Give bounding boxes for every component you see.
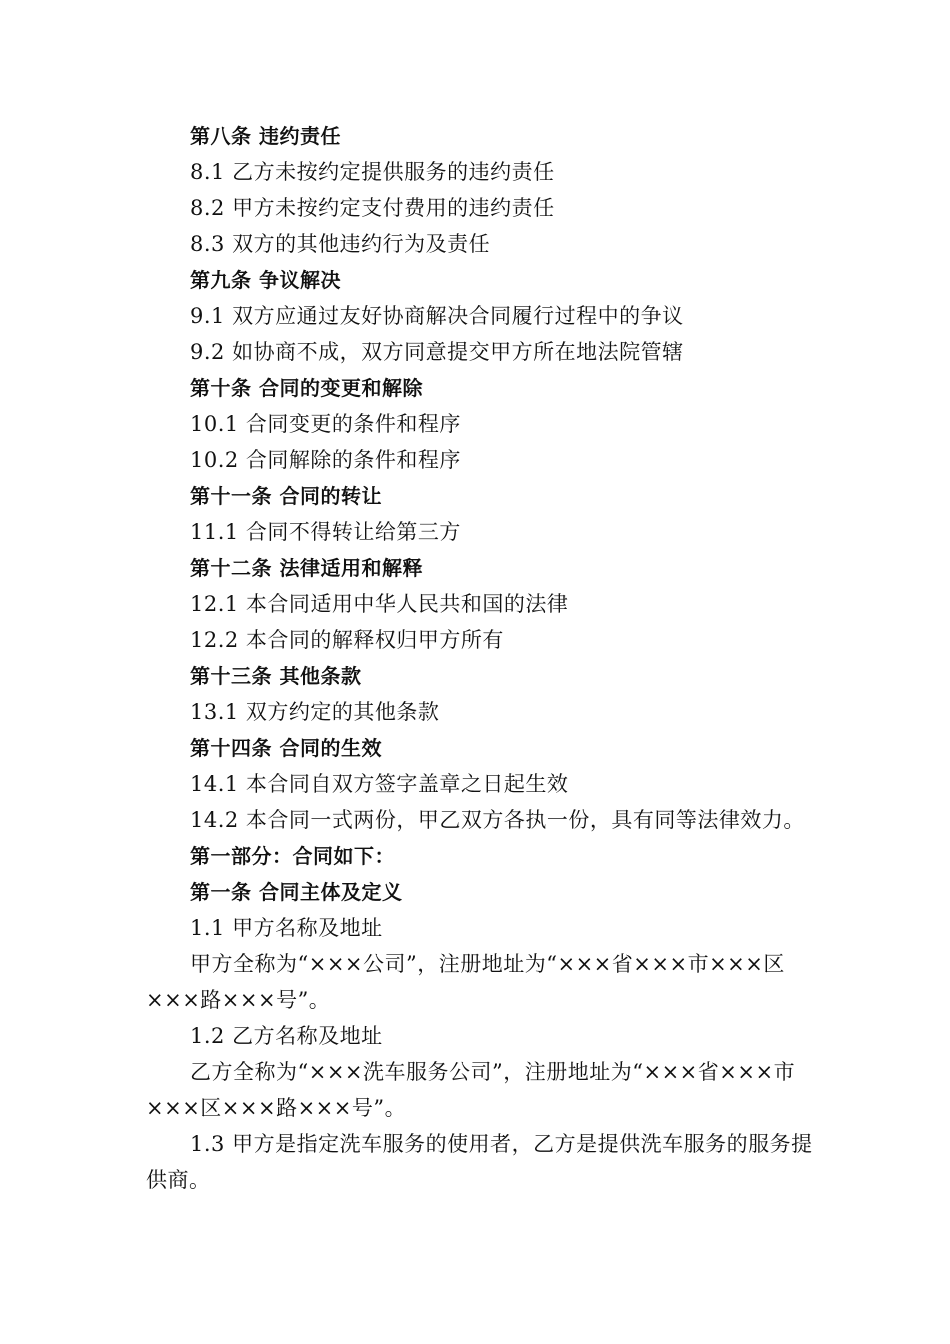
clause-8-1: 8.1 乙方未按约定提供服务的违约责任	[190, 160, 555, 184]
clause-1-3-text: 1.3 甲方是指定洗车服务的使用者，乙方是提供洗车服务的服务提供商。	[146, 1132, 813, 1192]
part-1-heading: 第一部分：合同如下：	[190, 844, 395, 868]
clause-1-2: 1.2 乙方名称及地址	[190, 1024, 383, 1048]
article-12-heading: 第十二条 法律适用和解释	[190, 556, 423, 580]
clause-10-1: 10.1 合同变更的条件和程序	[190, 412, 461, 436]
clause-1-1-text: 甲方全称为“×××公司”，注册地址为“×××省×××市×××区×××路×××号”。	[146, 952, 785, 1012]
clause-1-2-text: 乙方全称为“×××洗车服务公司”，注册地址为“×××省×××市×××区×××路×××号”。	[146, 1060, 796, 1120]
clause-9-2: 9.2 如协商不成，双方同意提交甲方所在地法院管辖	[190, 340, 684, 364]
clause-9-1: 9.1 双方应通过友好协商解决合同履行过程中的争议	[190, 304, 684, 328]
article-10-heading: 第十条 合同的变更和解除	[190, 376, 423, 400]
clause-8-2: 8.2 甲方未按约定支付费用的违约责任	[190, 196, 555, 220]
article-13-heading: 第十三条 其他条款	[190, 664, 362, 688]
article-9-heading: 第九条 争议解决	[190, 268, 341, 292]
article-11-heading: 第十一条 合同的转让	[190, 484, 382, 508]
clause-8-3: 8.3 双方的其他违约行为及责任	[190, 232, 491, 256]
article-14-heading: 第十四条 合同的生效	[190, 736, 382, 760]
clause-13-1: 13.1 双方约定的其他条款	[190, 700, 440, 724]
clause-14-1: 14.1 本合同自双方签字盖章之日起生效	[190, 772, 569, 796]
article-1-heading: 第一条 合同主体及定义	[190, 880, 403, 904]
clause-1-1: 1.1 甲方名称及地址	[190, 916, 383, 940]
clause-12-1: 12.1 本合同适用中华人民共和国的法律	[190, 592, 569, 616]
clause-11-1: 11.1 合同不得转让给第三方	[190, 520, 461, 544]
article-8-heading: 第八条 违约责任	[190, 124, 341, 148]
clause-12-2: 12.2 本合同的解释权归甲方所有	[190, 628, 504, 652]
clause-14-2: 14.2 本合同一式两份，甲乙双方各执一份，具有同等法律效力。	[190, 808, 805, 832]
clause-10-2: 10.2 合同解除的条件和程序	[190, 448, 461, 472]
